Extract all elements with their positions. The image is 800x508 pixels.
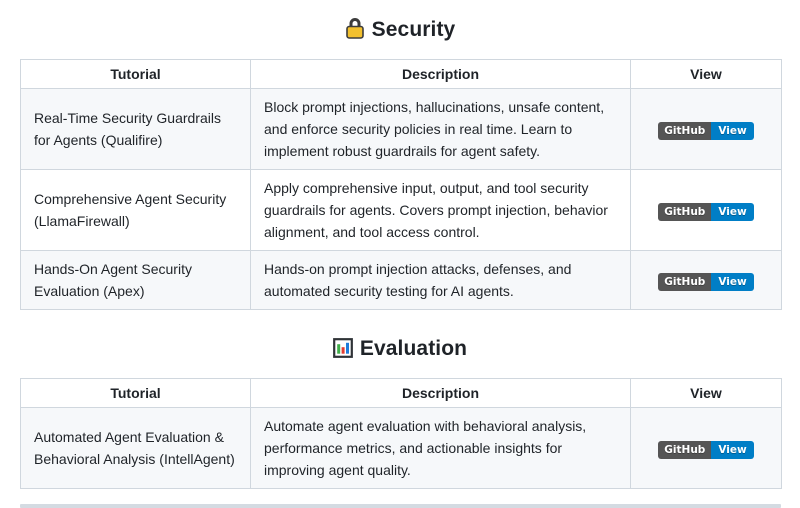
column-header-tutorial: Tutorial [21,60,251,89]
badge-view-label: View [711,441,753,459]
badge-view-label: View [711,122,753,140]
table-row [21,89,782,170]
description-cell: Apply comprehensive input, output, and tool security guardrails for agents. Covers prompt injection, behavior alignment, and tool access control. [251,170,631,251]
tutorial-cell: Automated Agent Evaluation & Behavioral Analysis (IntellAgent) [21,408,251,489]
lock-icon [345,16,365,46]
tutorial-cell: Comprehensive Agent Security (LlamaFirewall) [21,170,251,251]
column-header-view: View [631,379,782,408]
view-cell [631,170,782,251]
security-heading [0,16,800,46]
description-cell: Automate agent evaluation with behavioral analysis, performance metrics, and actionable insights for improving agent quality. [251,408,631,489]
bar-chart-icon [333,338,353,365]
badge-github-label: GitHub [658,273,711,291]
description-cell: Hands-on prompt injection attacks, defenses, and automated security testing for AI agents. [251,251,631,310]
security-heading-label: Security [371,18,456,41]
badge-github-label: GitHub [658,203,711,221]
table-row [21,251,782,310]
column-header-view: View [631,60,782,89]
view-cell [631,408,782,489]
security-table [20,59,782,310]
badge-view-label: View [711,203,753,221]
evaluation-heading [0,335,800,365]
github-view-badge[interactable] [658,441,753,459]
table-row [21,408,782,489]
column-header-description: Description [251,379,631,408]
description-cell: Block prompt injections, hallucinations, unsafe content, and enforce security policies in real time. Learn to implement robust guardrails for agent safety. [251,89,631,170]
evaluation-heading-label: Evaluation [359,337,468,360]
section-divider [20,504,781,508]
badge-github-label: GitHub [658,122,711,140]
github-view-badge[interactable] [658,273,753,291]
column-header-tutorial: Tutorial [21,379,251,408]
view-cell [631,89,782,170]
table-row [21,170,782,251]
badge-view-label: View [711,273,753,291]
table-header-row [21,379,782,408]
view-cell [631,251,782,310]
table-header-row [21,60,782,89]
section-security [0,16,800,310]
github-view-badge[interactable] [658,122,753,140]
tutorial-cell: Real-Time Security Guardrails for Agents (Qualifire) [21,89,251,170]
evaluation-table [20,378,782,489]
section-evaluation [0,335,800,489]
badge-github-label: GitHub [658,441,711,459]
column-header-description: Description [251,60,631,89]
tutorial-cell: Hands-On Agent Security Evaluation (Apex) [21,251,251,310]
github-view-badge[interactable] [658,203,753,221]
